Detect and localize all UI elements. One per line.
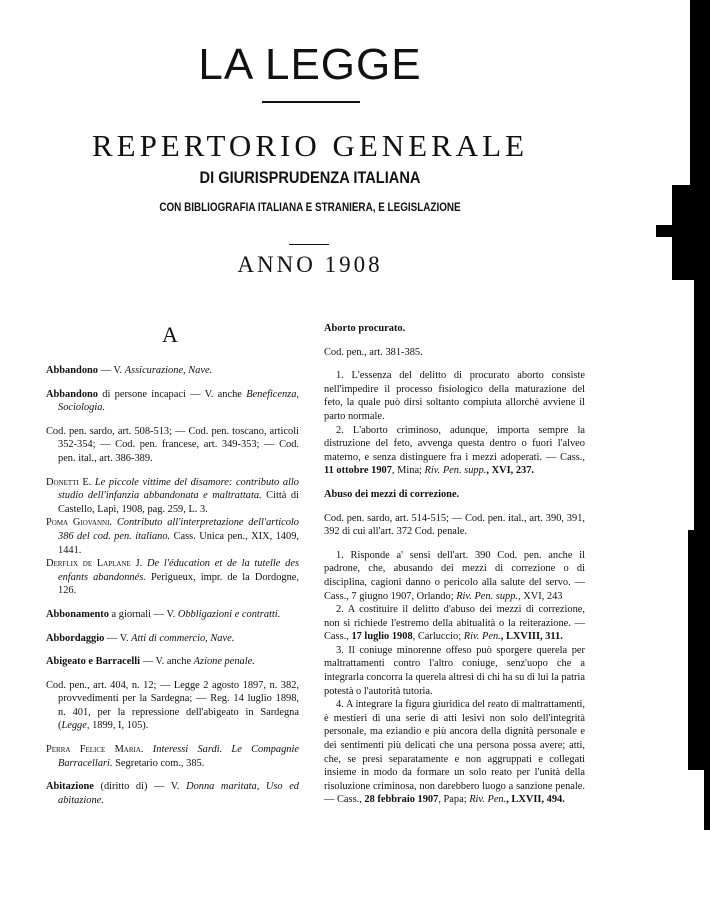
- scan-artifact-top: [690, 0, 710, 185]
- entry-text: Perigueux, impr. de la Dordogne, 126.: [58, 571, 299, 597]
- maxim-date: 28 febbraio 1907: [364, 794, 439, 806]
- entry-title: De l'éducation et de la tutelle des enfants abandonnés.: [58, 558, 299, 583]
- law-ref-aborto: Cod. pen., art. 381-385.: [324, 346, 423, 358]
- entry-text: (diritto di) — V.: [93, 781, 187, 793]
- entry-ref: Legge: [61, 720, 87, 732]
- right-column: [324, 322, 585, 807]
- entry-author: Derflix de Laplane J.: [46, 558, 143, 570]
- maxim-abuso-2: [324, 603, 585, 644]
- entry-ref: Assicurazione, Nave.: [124, 365, 213, 376]
- maxim-source: Riv. Pen.: [469, 794, 507, 806]
- entry-abigeato: [46, 655, 299, 669]
- law-ref-abuso: Cod. pen. sardo, art. 514-515; — Cod. pen. ital., art. 390, 391, 392 di cui all'art. 372 Cod. penale.: [324, 512, 585, 538]
- journal-subtitle-2: DI GIURISPRUDENZA ITALIANA: [199, 168, 421, 187]
- maxim-volume: , LXVIII, 311.: [500, 631, 563, 643]
- maxim-aborto-1: 1. L'essenza del delitto di procurato aborto consiste nell'impedire il processo fisiologico della maturazione del feto, la quale può dirsi soltanto compiuta allorchè avviene il parto normale.: [324, 370, 585, 422]
- maxim-source: Riv. Pen.: [463, 631, 501, 643]
- left-column: [46, 364, 299, 807]
- entry-text: Cass. Unica pen., XIX, 1409, 1441.: [58, 530, 299, 556]
- entry-text: di persone incapaci — V. anche: [97, 388, 247, 400]
- entry-head: Abbandono: [46, 365, 98, 376]
- maxim-date: 17 luglio 1908: [351, 631, 413, 643]
- entry-author: Poma Giovanni.: [46, 517, 113, 529]
- maxim-text: 2. L'aborto criminoso, adunque, importa sempre la distruzione del feto, avvenga questa dentro o fuori l'alveo materno, e senza distinguere fra i mezzi adoperati. — Cass.,: [324, 424, 585, 463]
- entry-text: Città di Castello, Lapi, 1908, pag. 259, L. 3.: [58, 490, 299, 515]
- entry-text: a giornali — V.: [108, 608, 178, 620]
- year-rule: [289, 244, 329, 245]
- entry-ref: Atti di commercio, Nave.: [131, 632, 235, 644]
- entry-ref: Beneficenza, Sociologia.: [58, 388, 299, 414]
- maxim-abuso-3: 3. Il coniuge minorenne offeso può sporgere querela per maltrattamenti contro l'altro coniuge, senz'uopo che a integrarla concorra la querela altresì di chi ha su di lui la patria potestà o l'autorità tutoria.: [324, 644, 585, 697]
- entry-bibliography-2: [46, 516, 299, 557]
- entry-head: Abigeato e Barracelli: [46, 656, 141, 668]
- entry-bibliography-1: [46, 476, 299, 517]
- scan-artifact-lower: [688, 530, 710, 770]
- entry-abigeato-laws: [46, 679, 299, 733]
- entry-head: Abbonamento: [46, 608, 109, 620]
- scan-artifact-bottom: [704, 770, 710, 830]
- entry-title: Contributo all'interpretazione dell'articolo 386 del cod. pen. italiano.: [58, 517, 300, 542]
- entry-bibliography-4: [46, 743, 299, 770]
- entry-text: — V. anche: [140, 656, 194, 668]
- entry-head: Abitazione: [46, 781, 94, 793]
- entry-text: Segretario com., 385.: [112, 757, 205, 769]
- entry-abbandono-1: [46, 364, 299, 378]
- maxim-text: 4. A integrare la figura giuridica del reato di maltrattamenti, è mestieri di una serie di atti lesivi non solo dell'integrità personale, ma eziandio e più ancora della dignità personale e dei sentimenti più delicati che una persona possa avere; atti, che, se presi separatamente e non aggruppati e collegati insieme in modo da formare un solo reato per l'unità della risoluzione criminosa, non darebbero luogo a sanzione penale. — Cass.,: [324, 699, 585, 806]
- entry-ref: Azione penale.: [193, 656, 255, 668]
- entry-text: , 1899, I, 105).: [86, 720, 149, 732]
- scan-artifact-notch: [656, 225, 672, 237]
- entry-abbordaggio: [46, 632, 299, 646]
- title-rule: [262, 101, 360, 103]
- entry-title: Le piccole vittime del disamore: contributo allo studio dell'infanzia abbandonata e maltrattata.: [58, 476, 299, 502]
- entry-text: Cod. pen., art. 404, n. 12; — Legge 2 agosto 1897, n. 382, provvedimenti per la Sardegna; — Reg. 14 luglio 1898, n. 401, per la repressione dell'abigeato in Sardegna (: [46, 679, 299, 732]
- entry-head: Abbandono: [46, 388, 98, 400]
- maxim-text: 2. A costituire il delitto d'abuso dei mezzi di correzione, non si richiede l'estremo della abitualità o la reiterazione. — Cass.,: [324, 604, 585, 643]
- entry-head: Abbordaggio: [46, 632, 105, 644]
- maxim-text: , Mina;: [391, 465, 425, 477]
- maxim-abuso-4: [324, 698, 585, 807]
- section-letter: A: [162, 322, 178, 347]
- entry-author: Donetti E.: [46, 476, 92, 488]
- maxim-source: Riv. Pen. supp.: [424, 465, 487, 477]
- journal-subtitle-3: CON BIBLIOGRAFIA ITALIANA E STRANIERA, E LEGISLAZIONE: [159, 202, 461, 214]
- entry-law-refs: Cod. pen. sardo, art. 508-513; — Cod. pen. toscano, articoli 352-354; — Cod. pen. francese, art. 349-353; — Cod. pen. ital., art. 386-389.: [46, 425, 299, 464]
- maxim-volume: , LXVII, 494.: [506, 794, 565, 806]
- journal-title: LA LEGGE: [198, 40, 422, 89]
- entry-abitazione: [46, 780, 299, 807]
- entry-title: Interessi Sardi. Le Compagnie Barracellari.: [58, 744, 299, 769]
- maxim-aborto-2: [324, 424, 585, 478]
- maxim-volume: , XVI, 243: [518, 590, 563, 602]
- maxim-text: 1. Risponde a' sensi dell'art. 390 Cod. pen. anche il padrone, che, abusando dei mezzi di correzione o di disciplina, cagioni danno o pericolo alla salute del servo. — Cass., 7 giugno 1907, Orlando;: [324, 549, 585, 602]
- entry-text: — V.: [97, 365, 125, 376]
- journal-subtitle: REPERTORIO GENERALE: [91, 128, 529, 163]
- scan-artifact-mid: [672, 185, 710, 280]
- entry-ref: Obbligazioni e contratti.: [177, 608, 281, 620]
- entry-abbandono-2: [46, 388, 299, 415]
- heading-aborto: Aborto procurato.: [324, 323, 406, 334]
- maxim-abuso-1: [324, 549, 585, 603]
- entry-bibliography-3: [46, 557, 299, 598]
- entry-author: Perra Felice Maria.: [46, 744, 144, 756]
- maxim-text: , Carluccio;: [412, 631, 464, 643]
- maxim-source: Riv. Pen. supp.: [456, 590, 519, 602]
- heading-abuso: Abuso dei mezzi di correzione.: [324, 488, 460, 500]
- maxim-text: , Papa;: [438, 794, 470, 806]
- scan-artifact-band: [694, 280, 710, 530]
- entry-abbonamento: [46, 608, 299, 622]
- entry-text: — V.: [104, 632, 132, 644]
- maxim-date: 11 ottobre 1907: [324, 465, 392, 477]
- entry-ref: Donna maritata, Uso ed abitazione.: [58, 781, 299, 806]
- year-heading: ANNO 1908: [237, 252, 383, 277]
- maxim-volume: , XVI, 237.: [486, 465, 535, 477]
